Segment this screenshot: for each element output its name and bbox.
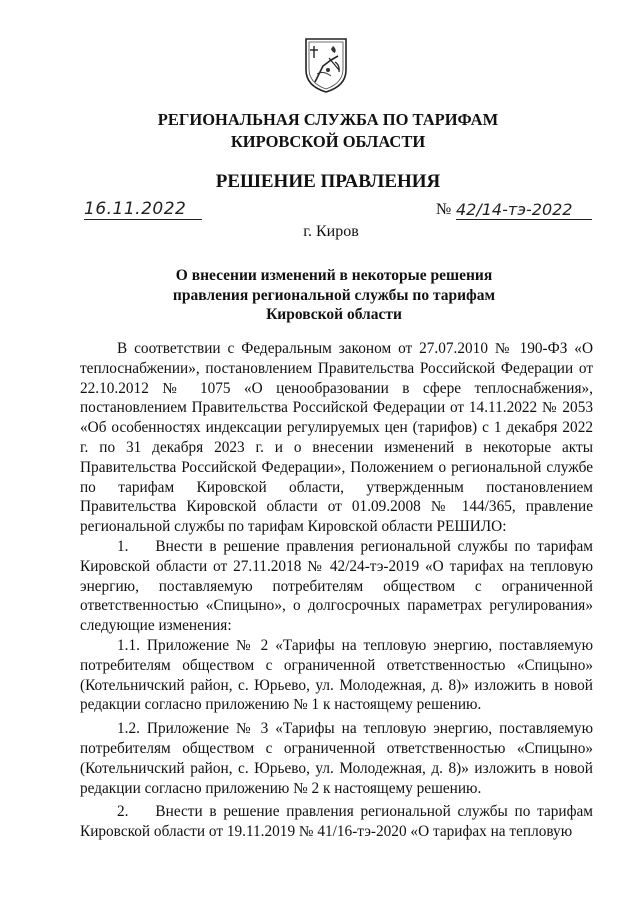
preamble-paragraph: В соответствии с Федеральным законом от 27.07.2010 № 190-ФЗ «О теплоснабжении», постановлением Правительства Российской Федерации от 22.10.2012 № 1075 «О ценообразовании в сфере теплоснабжения», постановлением Правительства Российской Федерации от 14.11.2022 № 2053 «Об особенностях индексации регулируемых цен (тарифов) с 1 декабря 2022 г. по 31 декабря 2023 г. и о внесении изменений в некоторые акты Правительства Российской Федерации», Положением о региональной службе по тарифам Кировской области, утвержденным постановлением Правительства Кировской области от 01.09.2008 № 144/365, правление региональной службы по тарифам Кировской области РЕШИЛО: (80, 340, 593, 536)
organization-name-line1: РЕГИОНАЛЬНАЯ СЛУЖБА ПО ТАРИФАМ (157, 110, 499, 129)
organization-name-line2: КИРОВСКОЙ ОБЛАСТИ (230, 132, 426, 151)
document-body (80, 339, 593, 842)
document-subject (0, 266, 640, 325)
item-1-2-paragraph: 1.2. Приложение № 3 «Тарифы на тепловую энергию, поставляемую потребителям обществом с ограниченной ответственностью «Спицыно» (Котельничский район, с. Юрьево, ул. Молодежная, д. 8)» изложить в новой редакции согласно приложению № 2 к настоящему решению. (80, 720, 593, 797)
subject-line3: Кировской области (266, 306, 402, 323)
item-1-paragraph: 1. Внести в решение правления региональной службы по тарифам Кировской области от 27.11.2018 № 42/24-тэ-2019 «О тарифах на тепловую энергию, поставляемую потребителям обществом с ограниченной ответственностью «Спицыно», о долгосрочных параметрах регулирования» следующие изменения: (80, 537, 593, 635)
city-name: г. Киров (303, 223, 359, 240)
item-2-paragraph: 2. Внести в решение правления региональной службы по тарифам Кировской области от 19.11.2019 № 41/16-тэ-2020 «О тарифах на тепловую (80, 803, 593, 841)
number-sign: № (436, 201, 452, 218)
decision-date: 16.11.2022 (84, 200, 202, 220)
document-type-title: РЕШЕНИЕ ПРАВЛЕНИЯ (215, 171, 441, 192)
coat-of-arms-icon (303, 36, 349, 94)
subject-line1: О внесении изменений в некоторые решения (175, 267, 493, 284)
subject-line2: правления региональной службы по тарифам (172, 286, 496, 304)
decision-number: 42/14-тэ-2022 (456, 200, 592, 220)
item-1-1-paragraph: 1.1. Приложение № 2 «Тарифы на тепловую энергию, поставляемую потребителям обществом с ограниченной ответственностью «Спицыно» (Котельничский район, с. Юрьево, ул. Молодежная, д. 8)» изложить в новой редакции согласно приложению № 1 к настоящему решению. (80, 636, 593, 714)
